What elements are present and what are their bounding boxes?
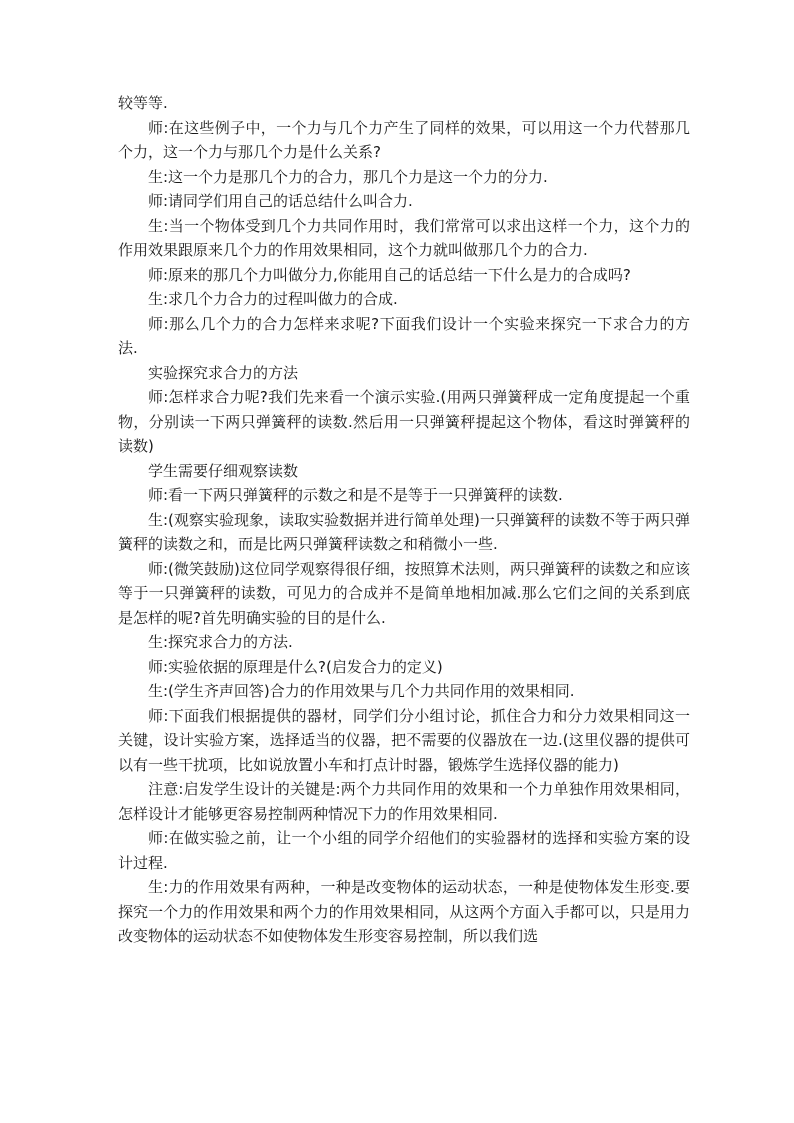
paragraph: 生:(观察实验现象，读取实验数据并进行简单处理)一只弹簧秤的读数不等于两只弹簧秤的读数之和，而是比两只弹簧秤读数之和稍微小一些. — [118, 510, 690, 553]
document-body — [118, 91, 690, 949]
paragraph: 师:在这些例子中，一个力与几个力产生了同样的效果，可以用这一个力代替那几个力，这一个力与那几个力是什么关系? — [118, 118, 690, 161]
section-heading: 实验探究求合力的方法 — [148, 363, 299, 382]
paragraph: 生:(学生齐声回答)合力的作用效果与几个力共同作用的效果相同. — [148, 682, 575, 700]
paragraph: 师:请同学们用自己的话总结什么叫合力. — [148, 192, 413, 210]
paragraph: 师:原来的那几个力叫做分力,你能用自己的话总结一下什么是力的合成吗? — [148, 265, 631, 284]
paragraph: 师:(微笑鼓励)这位同学观察得很仔细，按照算术法则，两只弹簧秤的读数之和应该等于一只弹簧秤的读数，可见力的合成并不是简单地相加减.那么它们之间的关系到底是怎样的呢?首先明确实验的目的是什么. — [118, 559, 690, 627]
paragraph: 师:怎样求合力呢?我们先来看一个演示实验.(用两只弹簧秤成一定角度提起一个重物，分别读一下两只弹簧秤的读数.然后用一只弹簧秤提起这个物体，看这时弹簧秤的读数) — [118, 388, 690, 455]
paragraph: 生:当一个物体受到几个力共同作用时，我们常常可以求出这样一个力，这个力的作用效果跟原来几个力的作用效果相同，这个力就叫做那几个力的合力. — [118, 216, 690, 259]
paragraph: 师:实验依据的原理是什么?(启发合力的定义) — [148, 657, 443, 676]
paragraph: 较等等. — [118, 94, 168, 112]
paragraph: 生:求几个力合力的过程叫做力的合成. — [148, 290, 398, 308]
paragraph: 生:这一个力是那几个力的合力，那几个力是这一个力的分力. — [148, 167, 548, 186]
paragraph: 生:力的作用效果有两种，一种是改变物体的运动状态，一种是使物体发生形变.要探究一个力的作用效果和两个力的作用效果相同，从这两个方面入手都可以，只是用力改变物体的运动状态不如使物体发生形变容易控制，所以我们选 — [118, 878, 690, 945]
paragraph: 师:那么几个力的合力怎样来求呢?下面我们设计一个实验来探究一下求合力的方法. — [118, 314, 690, 357]
paragraph: 生:探究求合力的方法. — [148, 633, 293, 651]
paragraph: 师:在做实验之前，让一个小组的同学介绍他们的实验器材的选择和实验方案的设计过程. — [118, 829, 690, 872]
paragraph: 注意:启发学生设计的关键是:两个力共同作用的效果和一个力单独作用效果相同，怎样设计才能够更容易控制两种情况下力的作用效果相同. — [118, 780, 690, 823]
paragraph: 师:下面我们根据提供的器材，同学们分小组讨论，抓住合力和分力效果相同这一关键，设计实验方案，选择适当的仪器，把不需要的仪器放在一边.(这里仪器的提供可以有一些干扰项，比如说放置小车和打点计时器，锻炼学生选择仪器的能力) — [118, 706, 690, 774]
paragraph: 师:看一下两只弹簧秤的示数之和是不是等于一只弹簧秤的读数. — [148, 486, 563, 504]
paragraph: 学生需要仔细观察读数 — [148, 461, 299, 480]
